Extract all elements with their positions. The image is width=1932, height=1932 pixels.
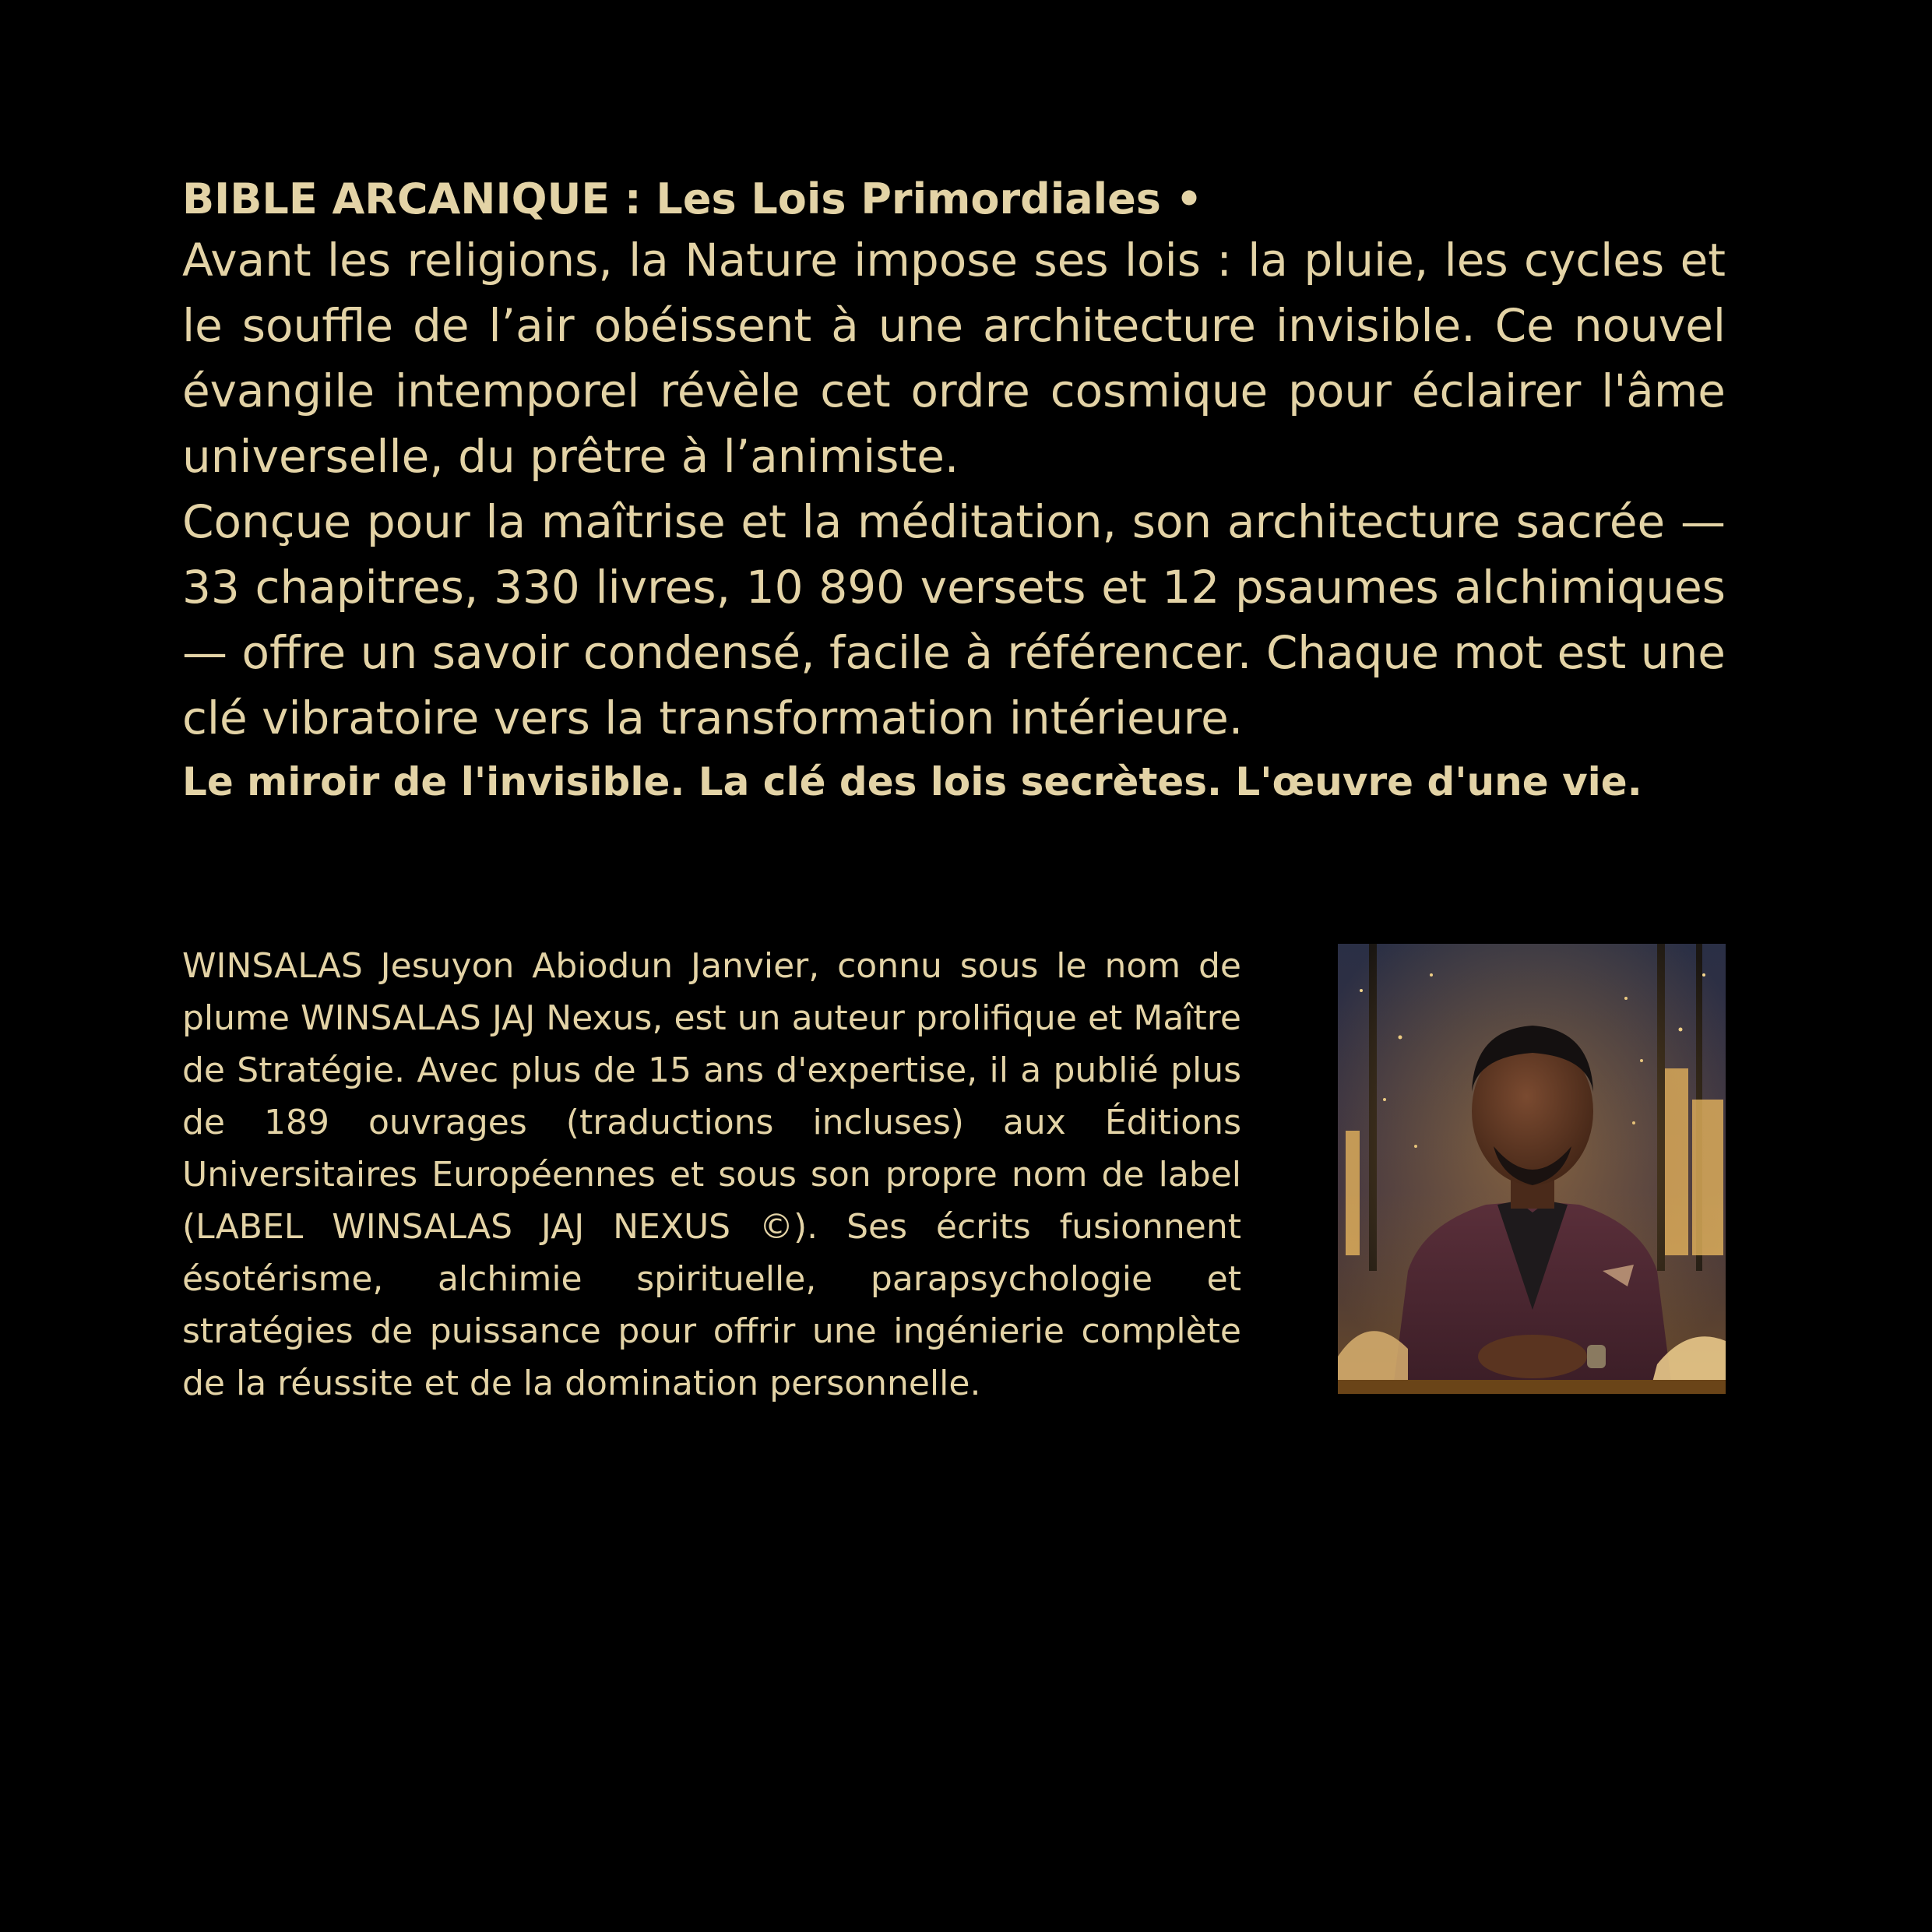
book-blurb: [182, 171, 1726, 813]
book-tagline: Le miroir de l'invisible. La clé des lois secrètes. L'œuvre d'une vie.: [182, 759, 1642, 804]
author-bio: WINSALAS Jesuyon Abiodun Janvier, connu sous le nom de plume WINSALAS JAJ Nexus, est un auteur prolifique et Maître de Stratégie. Avec plus de 15 ans d'expertise, il a publié plus de 189 ouvrages (traductions incluses) aux Éditions Universitaires Européennes et sous son propre nom de label (LABEL WINSALAS JAJ NEXUS ©). Ses écrits fusionnent ésotérisme, alchimie spirituelle, parapsychologie et stratégies de puissance pour offrir une ingénierie complète de la réussite et de la domination personnelle.: [182, 946, 1241, 1403]
book-title: BIBLE ARCANIQUE : Les Lois Primordiales •: [182, 174, 1203, 223]
author-portrait-photo: [1338, 944, 1726, 1394]
blurb-paragraph-2: Conçue pour la maîtrise et la méditation, son architecture sacrée — 33 chapitres, 330 livres, 10 890 versets et 12 psaumes alchimiques — offre un savoir condensé, facile à référencer. Chaque mot est une clé vibratoire vers la transformation intérieure.: [182, 495, 1726, 744]
blurb-paragraph-1: Avant les religions, la Nature impose ses lois : la pluie, les cycles et le souffle de l’air obéissent à une architecture invisible. Ce nouvel évangile intemporel révèle cet ordre cosmique pour éclairer l'âme universelle, du prêtre à l’animiste.: [182, 234, 1726, 483]
